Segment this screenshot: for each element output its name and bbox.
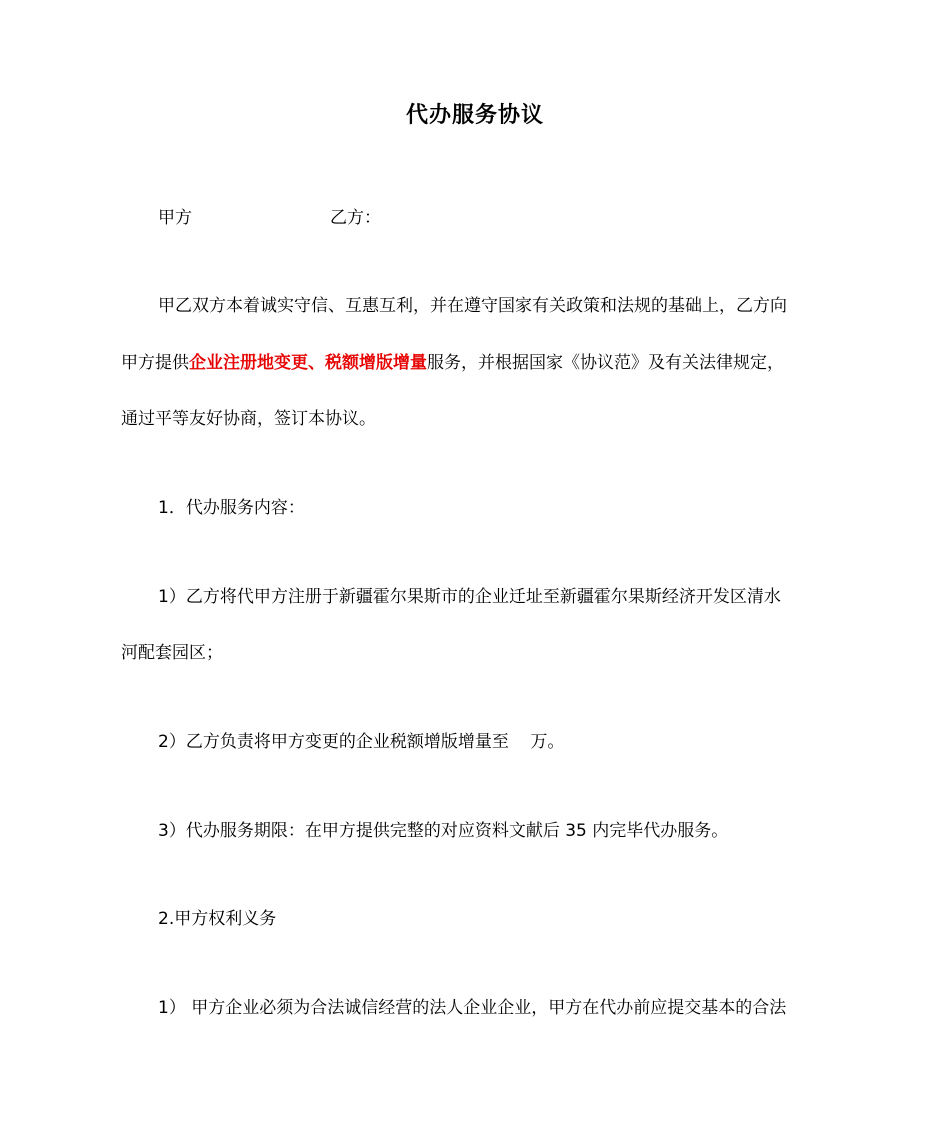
section-2-item-1: 1） 甲方企业必须为合法诚信经营的法人企业企业，甲方在代办前应提交基本的合法: [158, 998, 787, 1018]
intro-line-2-post: 服务，并根据国家《协议范》及有关法律规定，: [427, 353, 784, 373]
intro-line-1: 甲乙双方本着诚实守信、互惠互利，并在遵守国家有关政策和法规的基础上，乙方向: [158, 296, 787, 316]
section-1-item-3: 3）代办服务期限：在甲方提供完整的对应资料文献后 35 内完毕代办服务。: [158, 821, 729, 841]
service-highlight: 企业注册地变更、税额增版增量: [189, 353, 427, 373]
intro-line-3: 通过平等友好协商，签订本协议。: [121, 409, 376, 429]
party-a-label: 甲方: [158, 208, 192, 228]
document-title: 代办服务协议: [405, 103, 544, 128]
party-b-label: 乙方：: [330, 208, 381, 228]
section-1-heading: 1．代办服务内容：: [158, 498, 305, 518]
intro-line-2: [121, 351, 784, 375]
intro-line-2-pre: 甲方提供: [121, 353, 189, 373]
section-1-item-2: 2）乙方负责将甲方变更的企业税额增版增量至 万。: [158, 732, 565, 752]
section-1-item-1-line-2: 河配套园区；: [121, 643, 223, 663]
section-1-item-1-line-1: 1）乙方将代甲方注册于新疆霍尔果斯市的企业迁址至新疆霍尔果斯经济开发区清水: [158, 587, 781, 607]
section-2-heading: 2.甲方权利义务: [158, 909, 277, 929]
